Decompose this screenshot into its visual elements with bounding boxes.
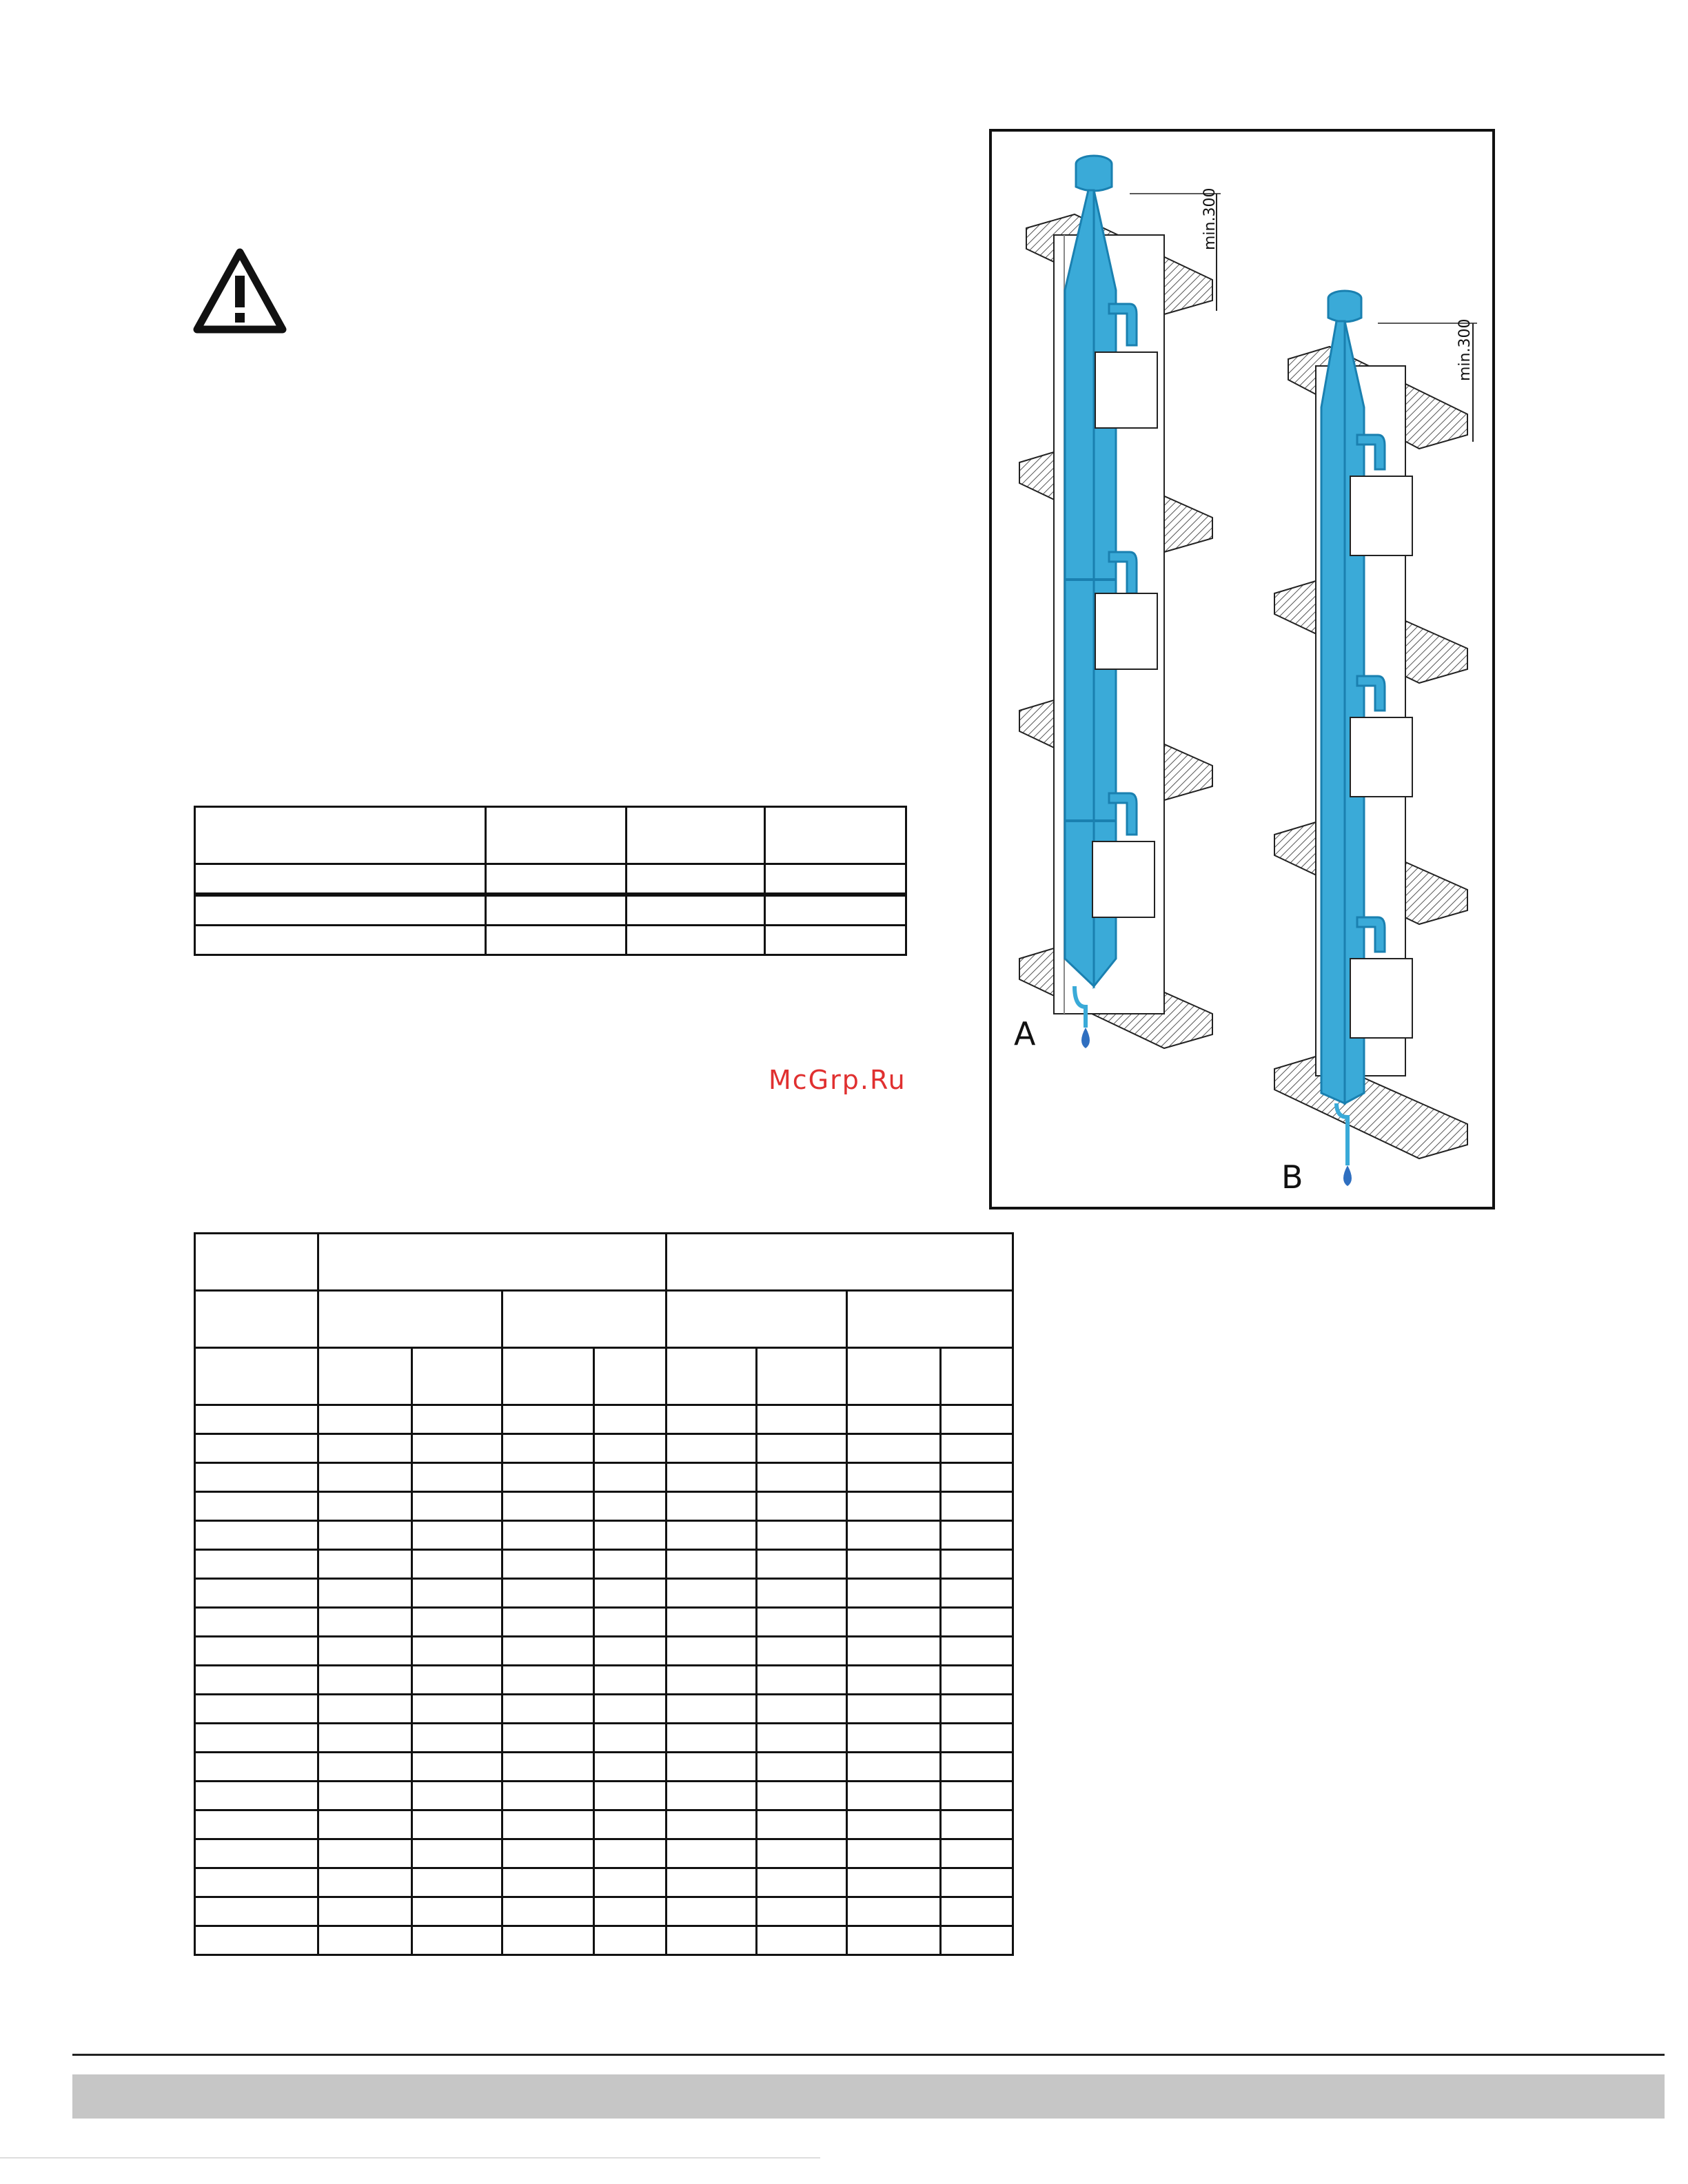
dimension-label-b: min.300 [1456, 318, 1474, 381]
large-table [194, 1232, 1014, 1956]
chimney-diagram [992, 132, 1498, 1212]
table-row [195, 1666, 1013, 1695]
table-row [195, 1579, 1013, 1608]
table-row [195, 1782, 1013, 1810]
table-header-row [195, 807, 906, 864]
table-row [195, 864, 906, 895]
table-row [195, 1405, 1013, 1434]
figure-label-a: A [1014, 1015, 1036, 1052]
table-row [195, 1897, 1013, 1926]
figure-label-b: B [1281, 1159, 1303, 1196]
table-row [195, 1463, 1013, 1492]
warning-triangle-icon [193, 248, 287, 334]
chimney-a [1019, 156, 1221, 1048]
table-row [195, 1839, 1013, 1868]
table-row [195, 1608, 1013, 1637]
footer-rule [72, 2054, 1665, 2056]
footer-bar [72, 2074, 1665, 2119]
table-row [195, 1550, 1013, 1579]
table-row [195, 1724, 1013, 1753]
small-table [194, 806, 907, 956]
dimension-label-a: min.300 [1201, 187, 1219, 250]
watermark: McGrp.Ru [769, 1065, 906, 1095]
page-edge-line [0, 2157, 820, 2159]
table-row [195, 926, 906, 955]
chimney-b [1274, 291, 1477, 1186]
table-row [195, 1637, 1013, 1666]
large-table-body [195, 1405, 1013, 1955]
table-row [195, 1753, 1013, 1782]
table-header-row [195, 1234, 1013, 1291]
chimney-figure [989, 129, 1495, 1210]
table-row [195, 1868, 1013, 1897]
table-row [195, 1492, 1013, 1521]
table-row [195, 1695, 1013, 1724]
table-row [195, 1810, 1013, 1839]
table-row [195, 1521, 1013, 1550]
table-header-row [195, 1348, 1013, 1405]
table-row [195, 1926, 1013, 1955]
table-row [195, 895, 906, 926]
table-header-row [195, 1291, 1013, 1348]
table-row [195, 1434, 1013, 1463]
